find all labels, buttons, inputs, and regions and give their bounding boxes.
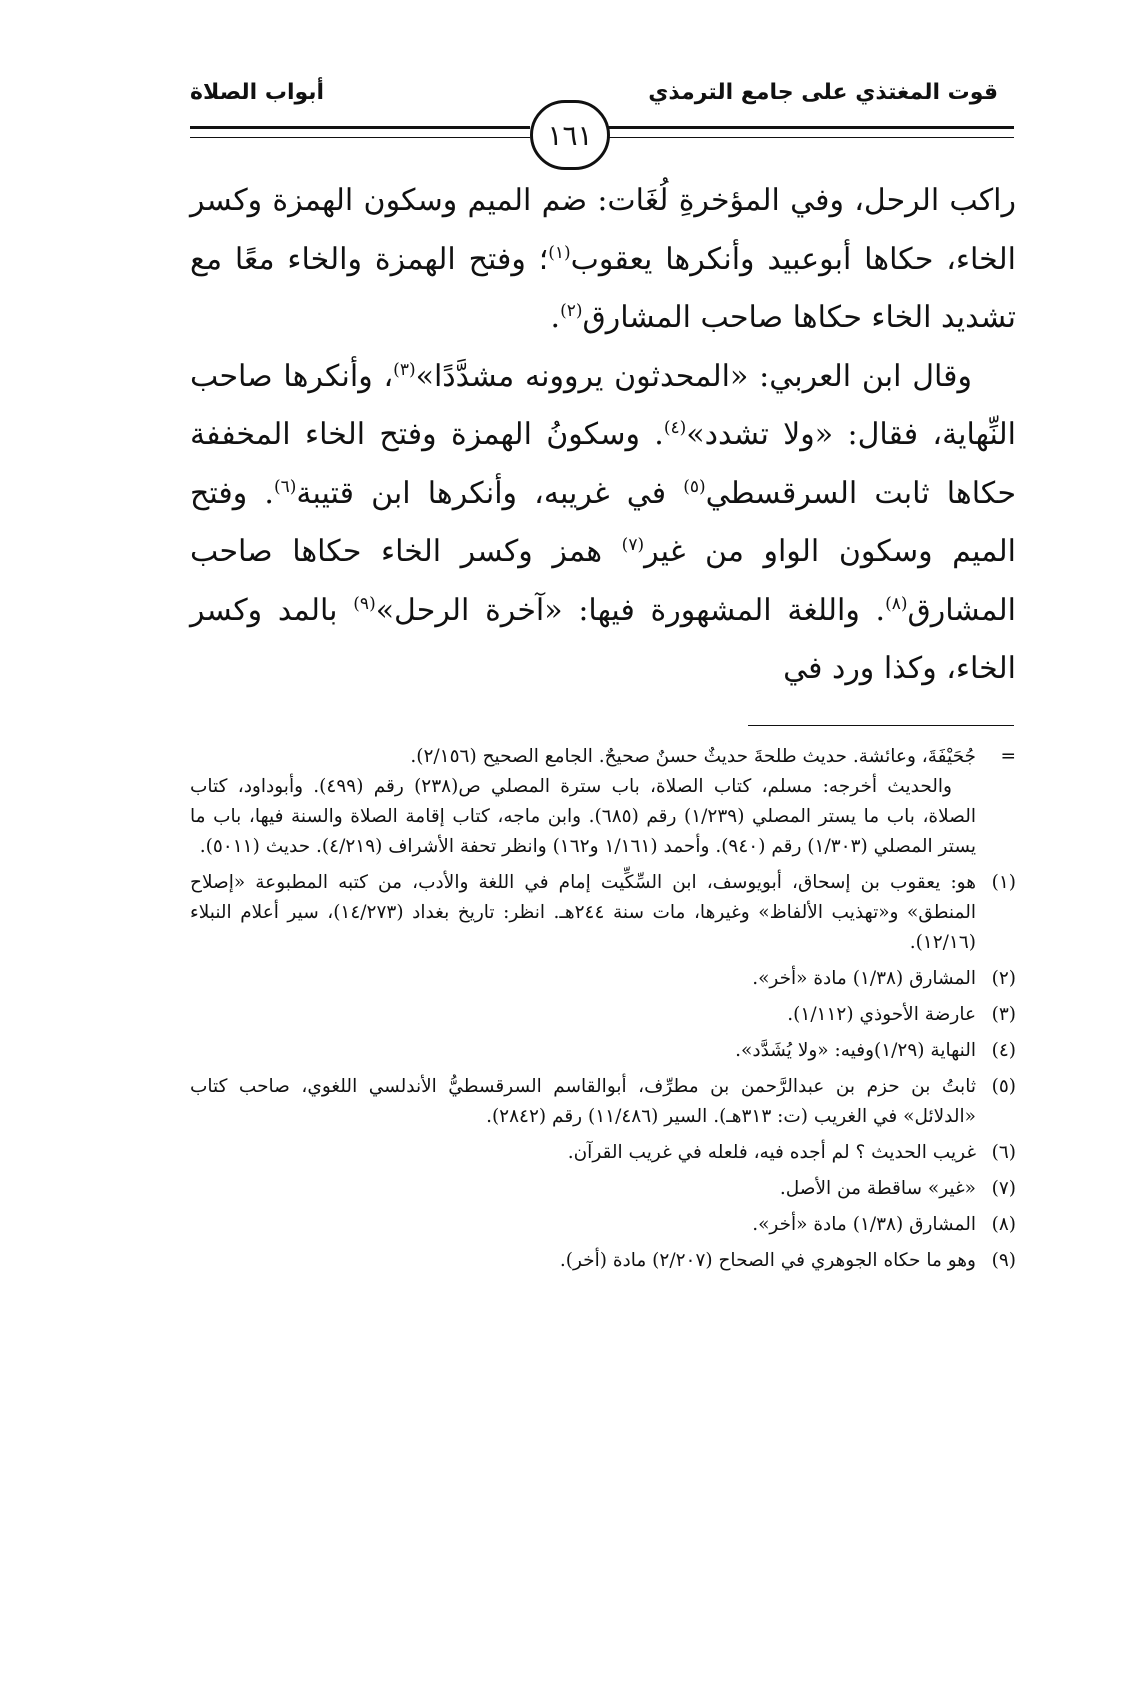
main-text [190,172,1016,699]
footnote-text: النهاية (١/٢٩)وفيه: «ولا يُشَدَّد». [735,1040,976,1061]
header-rule-right [604,126,1014,138]
continuation-mark: = [1000,746,1016,767]
footnote-item [190,1138,1016,1168]
footnote-text: غريب الحديث ؟ لم أجده فيه، فلعله في غريب القرآن. [567,1142,976,1163]
footnote-item [190,1210,1016,1240]
footnote-text: هو: يعقوب بن إسحاق، أبويوسف، ابن السِّكِّيت إمام في اللغة والأدب، من كتبه المطبوعة «إصلاح المنطق» و«تهذيب الألفاظ» وغيرها، مات سنة ٢٤٤هـ. انظر: تاريخ بغداد (١٤/٢٧٣)، سير أعلام النبلاء (١٢/١٦). [190,872,976,953]
footnote-item [190,1072,1016,1132]
footnote-item [190,1174,1016,1204]
paragraph-2 [190,348,1016,699]
text-run: . واللغة المشهورة فيها: «آخرة الرحل» [375,592,886,628]
footnote-item [190,1246,1016,1276]
footnote-number: (٣) [991,1004,1016,1025]
footnote-text: المشارق (١/٣٨) مادة «أخر». [752,1214,976,1235]
text-run: . وفتح الميم وسكون الواو من غير [190,475,1017,569]
footnote-number: (٧) [991,1178,1016,1199]
footnote-number: (٨) [991,1214,1016,1235]
footnote-text: «غير» ساقطة من الأصل. [779,1178,976,1199]
footnote-ref: (٩) [353,593,376,614]
text-run: همز وكسر الخاء حكاها صاحب المشارق [190,534,1016,628]
footnote-number: (٢) [991,968,1016,989]
footnote-ref: (٦) [273,476,297,497]
footnote-number: (٤) [991,1040,1016,1061]
footnote-ref: (٣) [393,359,416,380]
footnote-number: (٦) [991,1142,1016,1163]
footnote-text: عارضة الأحوذي (١/١١٢). [787,1004,976,1025]
footnote-ref: (٥) [683,476,706,497]
chapter-title: أبواب الصلاة [190,80,325,105]
footnote-ref: (١) [548,242,571,263]
footnote-text: وهو ما حكاه الجوهري في الصحاح (٢/٢٠٧) مادة (أخر). [559,1250,976,1271]
footnote-item [190,964,1016,994]
page-number: ١٦١ [530,100,610,170]
footnote-item [190,1000,1016,1030]
text-run: ؛ وفتح الهمزة والخاء معًا مع تشديد الخاء حكاها صاحب المشارق [190,241,1016,335]
footnote-text: والحديث أخرجه: مسلم، كتاب الصلاة، باب سترة المصلي ص(٢٣٨) رقم (٤٩٩). وأبوداود، كتاب الصلاة، باب ما يستر المصلي (١/٢٣٩) رقم (٦٨٥). وابن ماجه، كتاب إقامة الصلاة والسنة فيها، باب ما يستر المصلي (١/٣٠٣) رقم (٩٤٠). وأحمد (١/١٦١ و١٦٢) وانظر تحفة الأشراف (٤/٢١٩). حديث (٥٠١١). [190,776,976,857]
text-run: وقال ابن العربي: «المحدثون يروونه مشدَّدًا» [415,358,972,394]
footnote-ref: (٨) [885,593,908,614]
footnote-number: (١) [991,872,1016,893]
footnotes [190,742,1016,1276]
footnote-separator [748,725,1014,726]
text-run: ، وأنكرها صاحب النِّهاية، فقال: «ولا تشدد» [190,358,1016,452]
text-run: . وسكونُ الهمزة وفتح الخاء المخففة حكاها ثابت السرقسطي [190,417,1016,511]
text-run: في غريبه، وأنكرها ابن قتيبة [296,475,684,511]
footnote-item [190,868,1016,958]
text-run: . [550,300,561,335]
footnote-text: ثابتُ بن حزم بن عبدالرَّحمن بن مطرِّف، أبوالقاسم السرقسطيُّ الأندلسي اللغوي، صاحب كتاب «الدلائل» في الغريب (ت: ٣١٣هـ). السير (١١/٤٨٦) رقم (٢٨٤٢). [190,1076,976,1127]
footnote-item [190,1036,1016,1066]
book-title: قوت المغتذي على جامع الترمذي [648,80,998,105]
footnote-ref: (٤) [663,418,687,438]
footnote-ref: (٧) [621,535,645,555]
paragraph-1 [190,172,1016,348]
footnote-number: (٩) [991,1250,1016,1271]
text-run: بالمد وكسر الخاء، وكذا ورد في [190,592,1016,686]
text-run: راكب الرحل، وفي المؤخرةِ لُغَات: ضم الميم وسكون الهمزة وكسر الخاء، حكاها أبوعبيد وأنكرها يعقوب [190,183,1016,277]
running-header [0,0,1148,160]
header-rule-left [190,126,530,138]
footnote-text: جُحَيْفَةَ، وعائشة. حديث طلحةَ حديثٌ حسنٌ صحيحٌ. الجامع الصحيح (٢/١٥٦). [410,746,976,767]
footnote-list [190,868,1016,1276]
footnote-text: المشارق (١/٣٨) مادة «أخر». [752,968,976,989]
footnote-continuation [190,742,1016,862]
footnote-ref: (٢) [560,301,583,321]
footnote-number: (٥) [991,1076,1016,1097]
